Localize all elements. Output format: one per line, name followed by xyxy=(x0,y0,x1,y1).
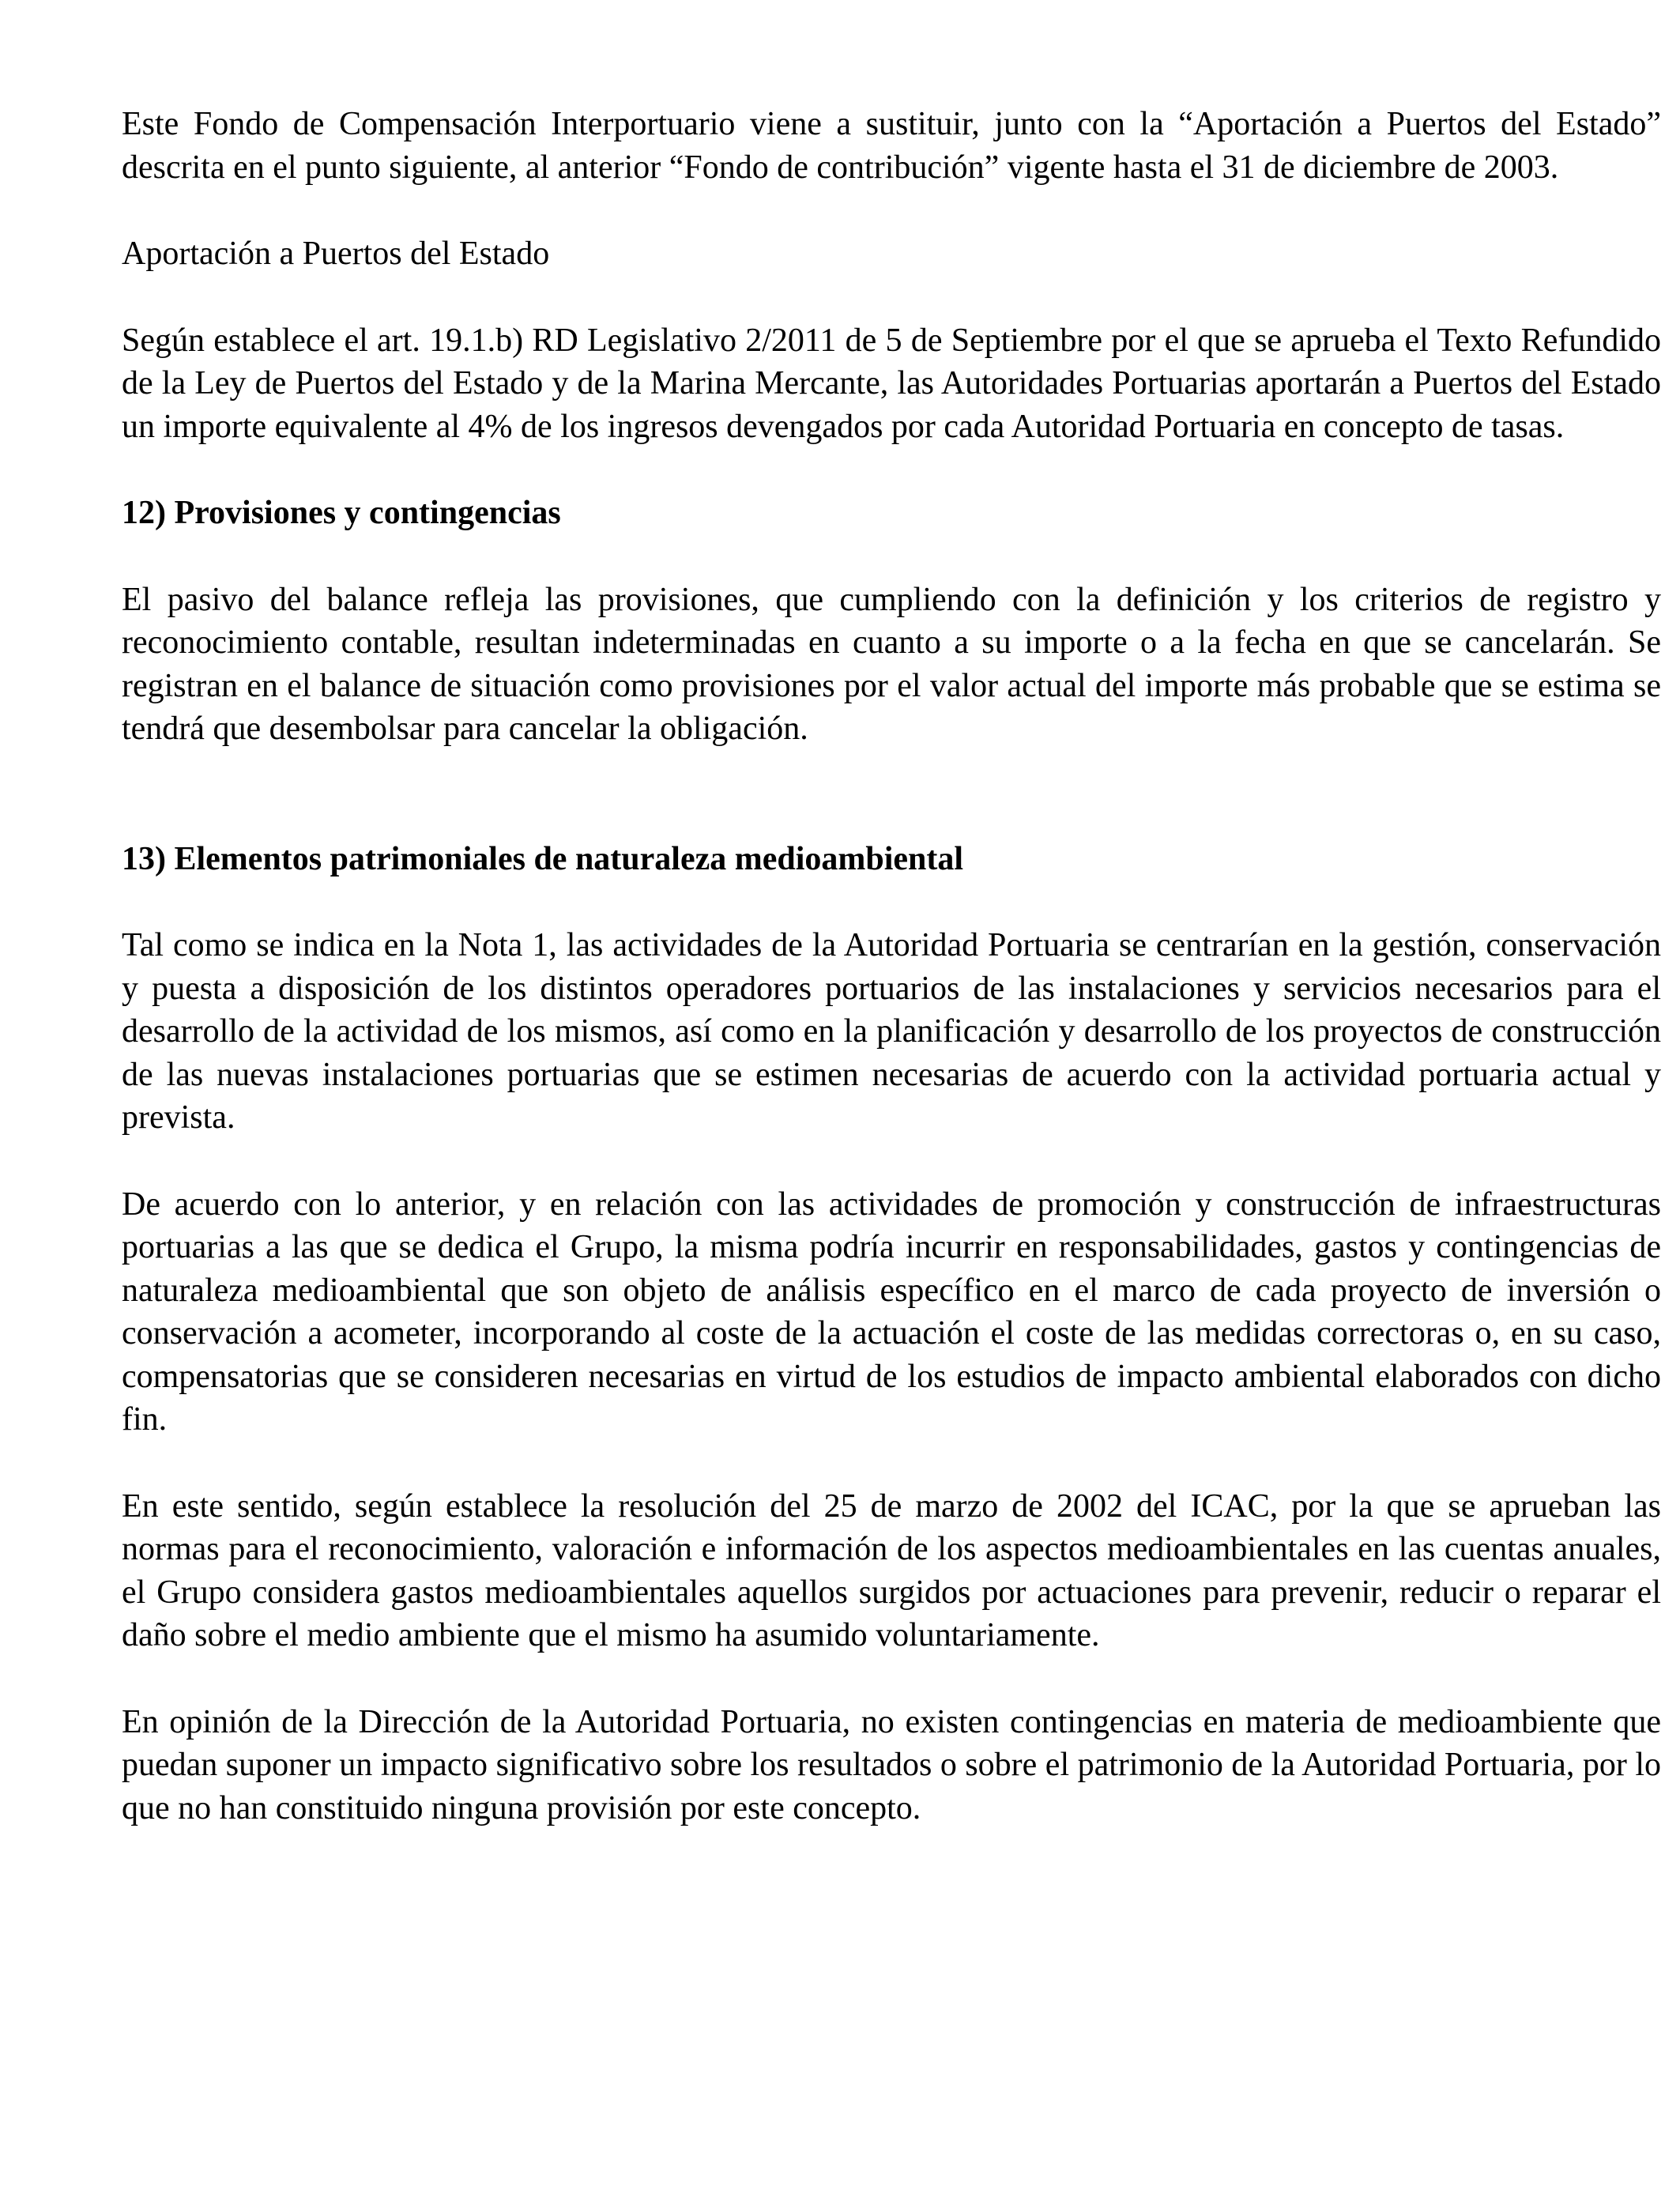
subheading-aportacion: Aportación a Puertos del Estado xyxy=(122,236,550,272)
paragraph-resolucion-icac: En este sentido, según establece la resolución del 25 de marzo de 2002 del ICAC, por la que se aprueban las normas para el reconocimiento, valoración e información de los aspectos medioambientales en las cuentas anuales, el Grupo considera gastos medioambientales aquellos surgidos por actuaciones para prevenir, reducir o reparar el daño sobre el medio ambiente que el mismo ha asumido voluntariamente. xyxy=(122,1487,1661,1653)
paragraph-opinion-direccion: En opinión de la Dirección de la Autoridad Portuaria, no existen contingencias en materia de medioambiente que puedan suponer un impacto significativo sobre los resultados o sobre el patrimonio de la Autoridad Portuaria, por lo que no han constituido ninguna provisión por este concepto. xyxy=(122,1703,1661,1826)
document-page xyxy=(122,103,1661,1830)
section-heading-13: 13) Elementos patrimoniales de naturaleza medioambiental xyxy=(122,840,964,877)
paragraph-provisiones: El pasivo del balance refleja las provisiones, que cumpliendo con la definición y los criterios de registro y reconocimiento contable, resultan indeterminadas en cuanto a su importe o a la fecha en que se cancelarán. Se registran en el balance de situación como provisiones por el valor actual del importe más probable que se estima se tendrá que desembolsar para cancelar la obligación. xyxy=(122,581,1661,747)
paragraph-actividades: Tal como se indica en la Nota 1, las actividades de la Autoridad Portuaria se centrarían en la gestión, conservación y puesta a disposición de los distintos operadores portuarios de las instalaciones y servicios necesarios para el desarrollo de la actividad de los mismos, así como en la planificación y desarrollo de los proyectos de construcción de las nuevas instalaciones portuarias que se estimen necesarias de acuerdo con la actividad portuaria actual y prevista. xyxy=(122,927,1661,1136)
paragraph-aportacion: Según establece el art. 19.1.b) RD Legislativo 2/2011 de 5 de Septiembre por el que se aprueba el Texto Refundido de la Ley de Puertos del Estado y de la Marina Mercante, las Autoridades Portuarias aportarán a Puertos del Estado un importe equivalente al 4% de los ingresos devengados por cada Autoridad Portuaria en concepto de tasas. xyxy=(122,322,1661,445)
section-heading-12: 12) Provisiones y contingencias xyxy=(122,495,561,531)
paragraph-fondo-compensacion: Este Fondo de Compensación Interportuario viene a sustituir, junto con la “Aportación a Puertos del Estado” descrita en el punto siguiente, al anterior “Fondo de contribución” vigente hasta el 31 de diciembre de 2003. xyxy=(122,106,1661,186)
paragraph-responsabilidades: De acuerdo con lo anterior, y en relación con las actividades de promoción y construcción de infraestructuras portuarias a las que se dedica el Grupo, la misma podría incurrir en responsabilidades, gastos y contingencias de naturaleza medioambiental que son objeto de análisis específico en el marco de cada proyecto de inversión o conservación a acometer, incorporando al coste de la actuación el coste de las medidas correctoras o, en su caso, compensatorias que se consideren necesarias en virtud de los estudios de impacto ambiental elaborados con dicho fin. xyxy=(122,1186,1661,1438)
